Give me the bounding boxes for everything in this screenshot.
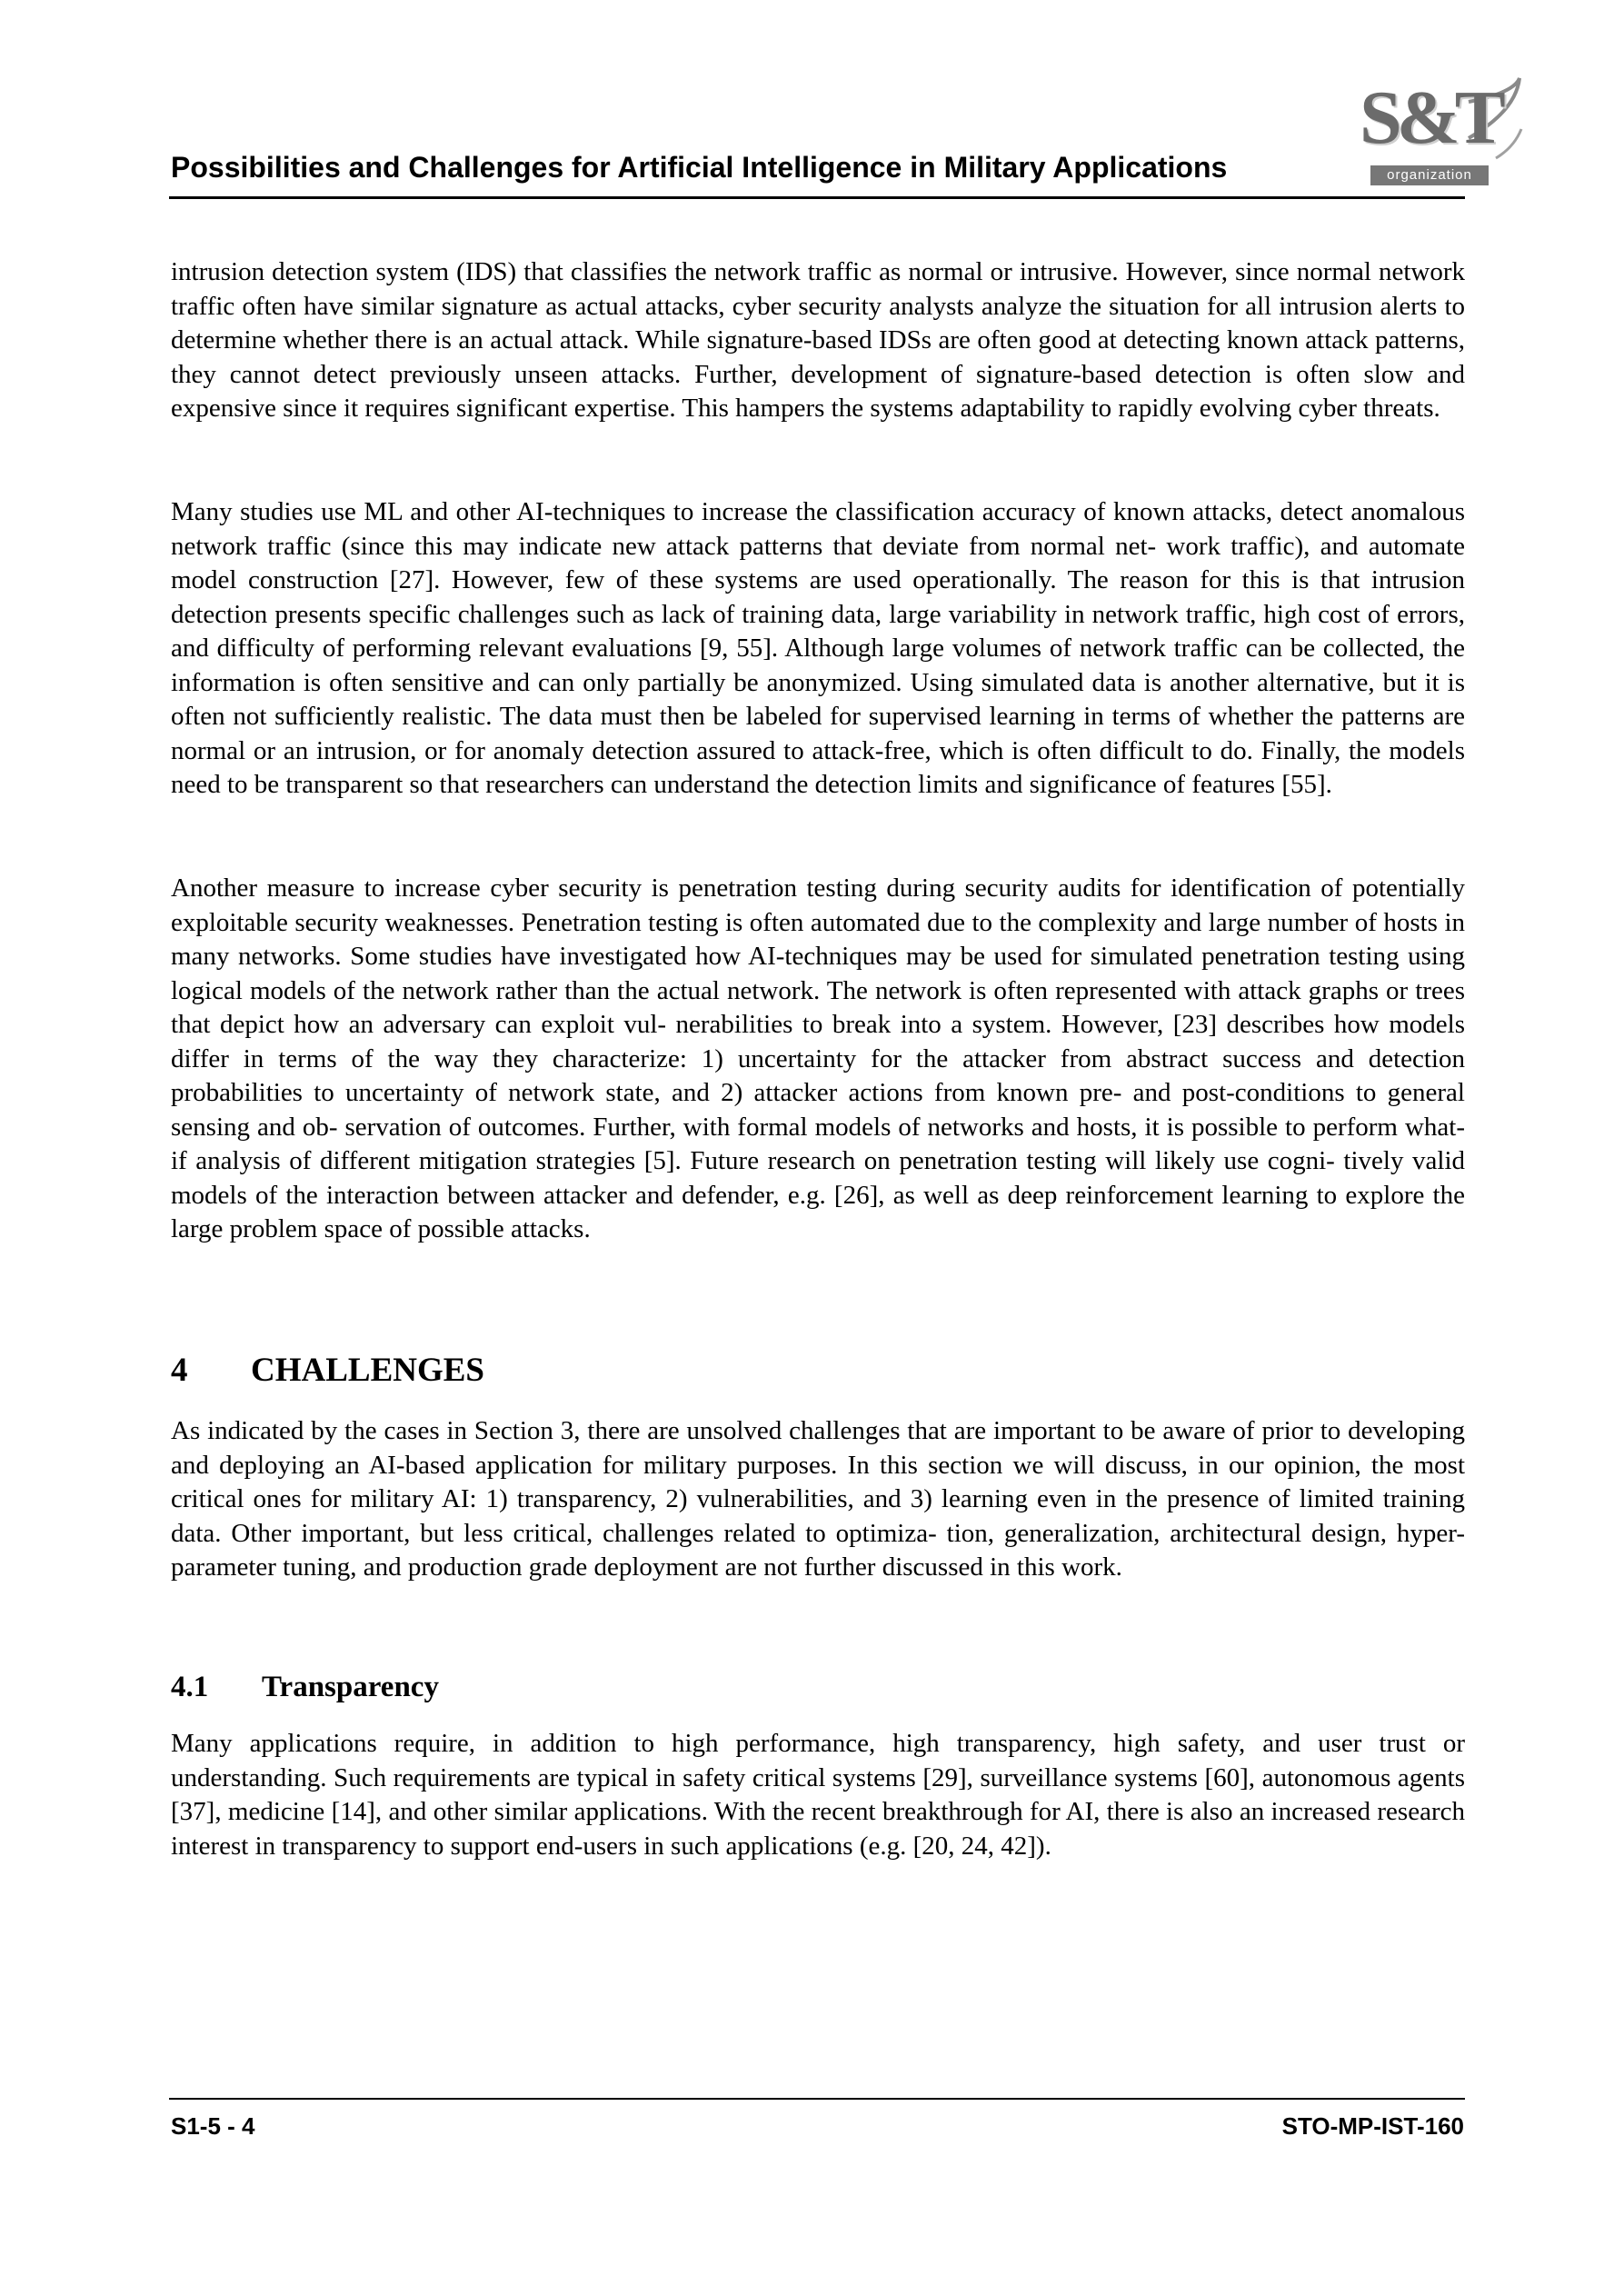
logo-mark: S&T <box>1360 75 1500 160</box>
paragraph-ml-studies: Many studies use ML and other AI-techniques to increase the classification accuracy of known attacks, detect anomalous network traffic (since this may indicate new attack patterns that deviate from normal net- work traffic), and automate model construction [27]. However, few of these systems are used operationally. The reason for this is that intrusion detection presents specific challenges such as lack of training data, large variability in network traffic, high cost of errors, and difficulty of performing relevant evaluations [9, 55]. Although large volumes of network traffic can be collected, the information is often sensitive and can only partially be anonymized. Using simulated data is another alternative, but it is often not sufficiently realistic. The data must then be labeled for supervised learning in terms of whether the patterns are normal or an intrusion, or for anomaly detection assured to attack-free, which is often difficult to do. Finally, the models need to be transparent so that researchers can understand the detection limits and significance of features [55]. <box>171 497 1465 799</box>
running-header-title: Possibilities and Challenges for Artificial Intelligence in Military Applications <box>171 151 1228 184</box>
section-heading <box>171 1351 484 1390</box>
section-title: CHALLENGES <box>251 1352 485 1389</box>
logo-subtext: organization <box>1370 165 1489 185</box>
subsection-number: 4.1 <box>171 1671 209 1703</box>
header-divider <box>169 196 1465 199</box>
organization-logo <box>1360 75 1523 191</box>
paragraph-transparency: Many applications require, in addition to high performance, high transparency, high safety, and user trust or understanding. Such requirements are typical in safety critical systems [29], surveillance systems [60], autonomous agents [37], medicine [14], and other similar applications. With the recent breakthrough for AI, there is also an increased research interest in transparency to support end-users in such applications (e.g. [20, 24, 42]). <box>171 1729 1465 1861</box>
paragraph-ids: intrusion detection system (IDS) that classifies the network traffic as normal or intrusive. However, since normal network traffic often have similar signature as actual attacks, cyber security analysts analyze the situation for all intrusion alerts to determine whether there is an actual attack. While signature-based IDSs are often good at detecting known attack patterns, they cannot detect previously unseen attacks. Further, development of signature-based detection is often slow and expensive since it requires significant expertise. This hampers the systems adaptability to rapidly evolving cyber threats. <box>171 257 1465 423</box>
subsection-title: Transparency <box>262 1671 439 1703</box>
footer-divider <box>169 2098 1465 2100</box>
subsection-heading <box>171 1671 439 1704</box>
page-number: S1-5 - 4 <box>171 2112 255 2140</box>
paragraph-penetration-testing: Another measure to increase cyber security is penetration testing during security audits for identification of potentially exploitable security weaknesses. Penetration testing is often automated due to the complexity and large number of hosts in many networks. Some studies have investigated how AI-techniques may be used for simulated penetration testing using logical models of the network rather than the actual network. The network is often represented with attack graphs or trees that depict how an adversary can exploit vul- nerabilities to break into a system. However, [23] describes how models differ in terms of the way they characterize: 1) uncertainty for the attacker from abstract success and detection probabilities to uncertainty of network state, and 2) attacker actions from known pre- and post-conditions to general sensing and ob- servation of outcomes. Further, with formal models of networks and hosts, it is possible to perform what-if analysis of different mitigation strategies [5]. Future research on penetration testing will likely use cogni- tively valid models of the interaction between attacker and defender, e.g. [26], as well as deep reinforcement learning to explore the large problem space of possible attacks. <box>171 873 1465 1243</box>
section-number: 4 <box>171 1352 188 1389</box>
document-id: STO-MP-IST-160 <box>1281 2112 1464 2140</box>
paragraph-challenges-intro: As indicated by the cases in Section 3, there are unsolved challenges that are important to be aware of prior to developing and deploying an AI-based application for military purposes. In this section we will discuss, in our opinion, the most critical ones for military AI: 1) transparency, 2) vulnerabilities, and 3) learning even in the presence of limited training data. Other important, but less critical, challenges related to optimiza- tion, generalization, architectural design, hyper-parameter tuning, and production grade deployment are not further discussed in this work. <box>171 1416 1465 1582</box>
